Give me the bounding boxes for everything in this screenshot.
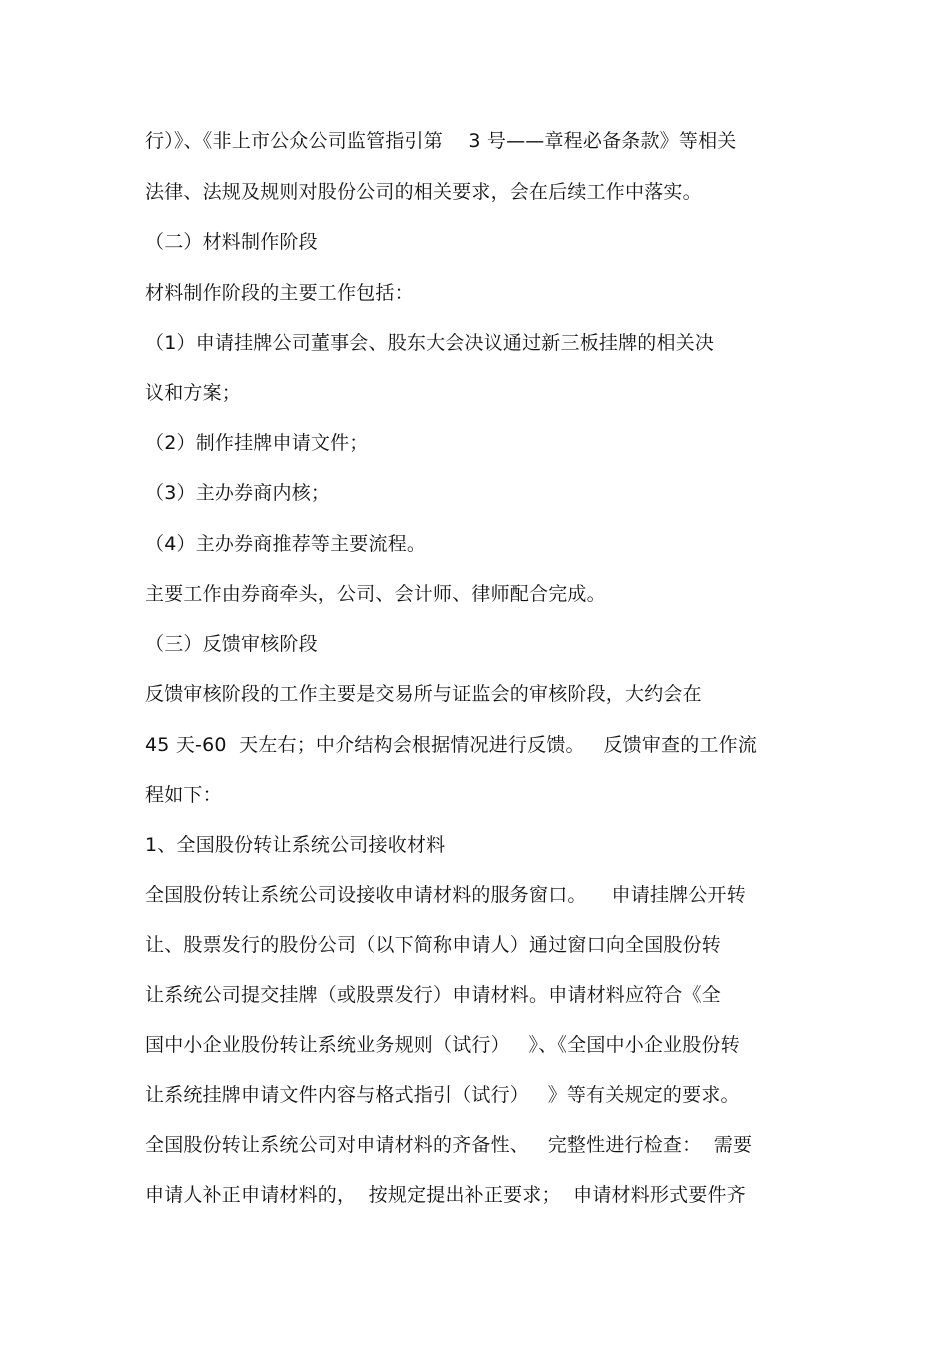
text-line: 议和方案； <box>145 382 242 404</box>
section-heading: （三）反馈审核阶段 <box>145 633 318 655</box>
text-line: 国中小企业股份转让系统业务规则（试行） 》、《全国中小企业股份转 <box>145 1034 740 1056</box>
text-line: 反馈审核阶段的工作主要是交易所与证监会的审核阶段，大约会在 <box>145 683 702 705</box>
text-line: 全国股份转让系统公司设接收申请材料的服务窗口。 申请挂牌公开转 <box>145 884 746 906</box>
text-line: 材料制作阶段的主要工作包括： <box>145 282 414 304</box>
text-line: 让系统挂牌申请文件内容与格式指引（试行） 》等有关规定的要求。 <box>145 1084 740 1106</box>
text-line: 让、股票发行的股份公司（以下简称申请人）通过窗口向全国股份转 <box>145 934 722 956</box>
text-line: 让系统公司提交挂牌（或股票发行）申请材料。申请材料应符合《全 <box>145 984 722 1006</box>
list-item: （3）主办券商内核； <box>145 482 331 504</box>
list-item: （1）申请挂牌公司董事会、股东大会决议通过新三板挂牌的相关决 <box>145 332 715 354</box>
list-item: （4）主办券商推荐等主要流程。 <box>145 533 427 555</box>
text-line: 全国股份转让系统公司对申请材料的齐备性、 完整性进行检查： 需要 <box>145 1134 753 1156</box>
text-line: 申请人补正申请材料的， 按规定提出补正要求； 申请材料形式要件齐 <box>145 1184 746 1206</box>
text-line: 行）》、《非上市公众公司监管指引第 3 号——章程必备条款》等相关 <box>145 130 737 152</box>
list-item: （2）制作挂牌申请文件； <box>145 432 369 454</box>
text-line: 主要工作由券商牵头，公司、会计师、律师配合完成。 <box>145 583 606 605</box>
text-line: 法律、法规及规则对股份公司的相关要求，会在后续工作中落实。 <box>145 181 702 203</box>
subsection-heading: 1、全国股份转让系统公司接收材料 <box>145 834 446 856</box>
text-line: 程如下： <box>145 784 222 806</box>
section-heading: （二）材料制作阶段 <box>145 231 318 253</box>
text-line: 45 天-60 天左右；中介结构会根据情况进行反馈。 反馈审查的工作流 <box>145 734 758 756</box>
